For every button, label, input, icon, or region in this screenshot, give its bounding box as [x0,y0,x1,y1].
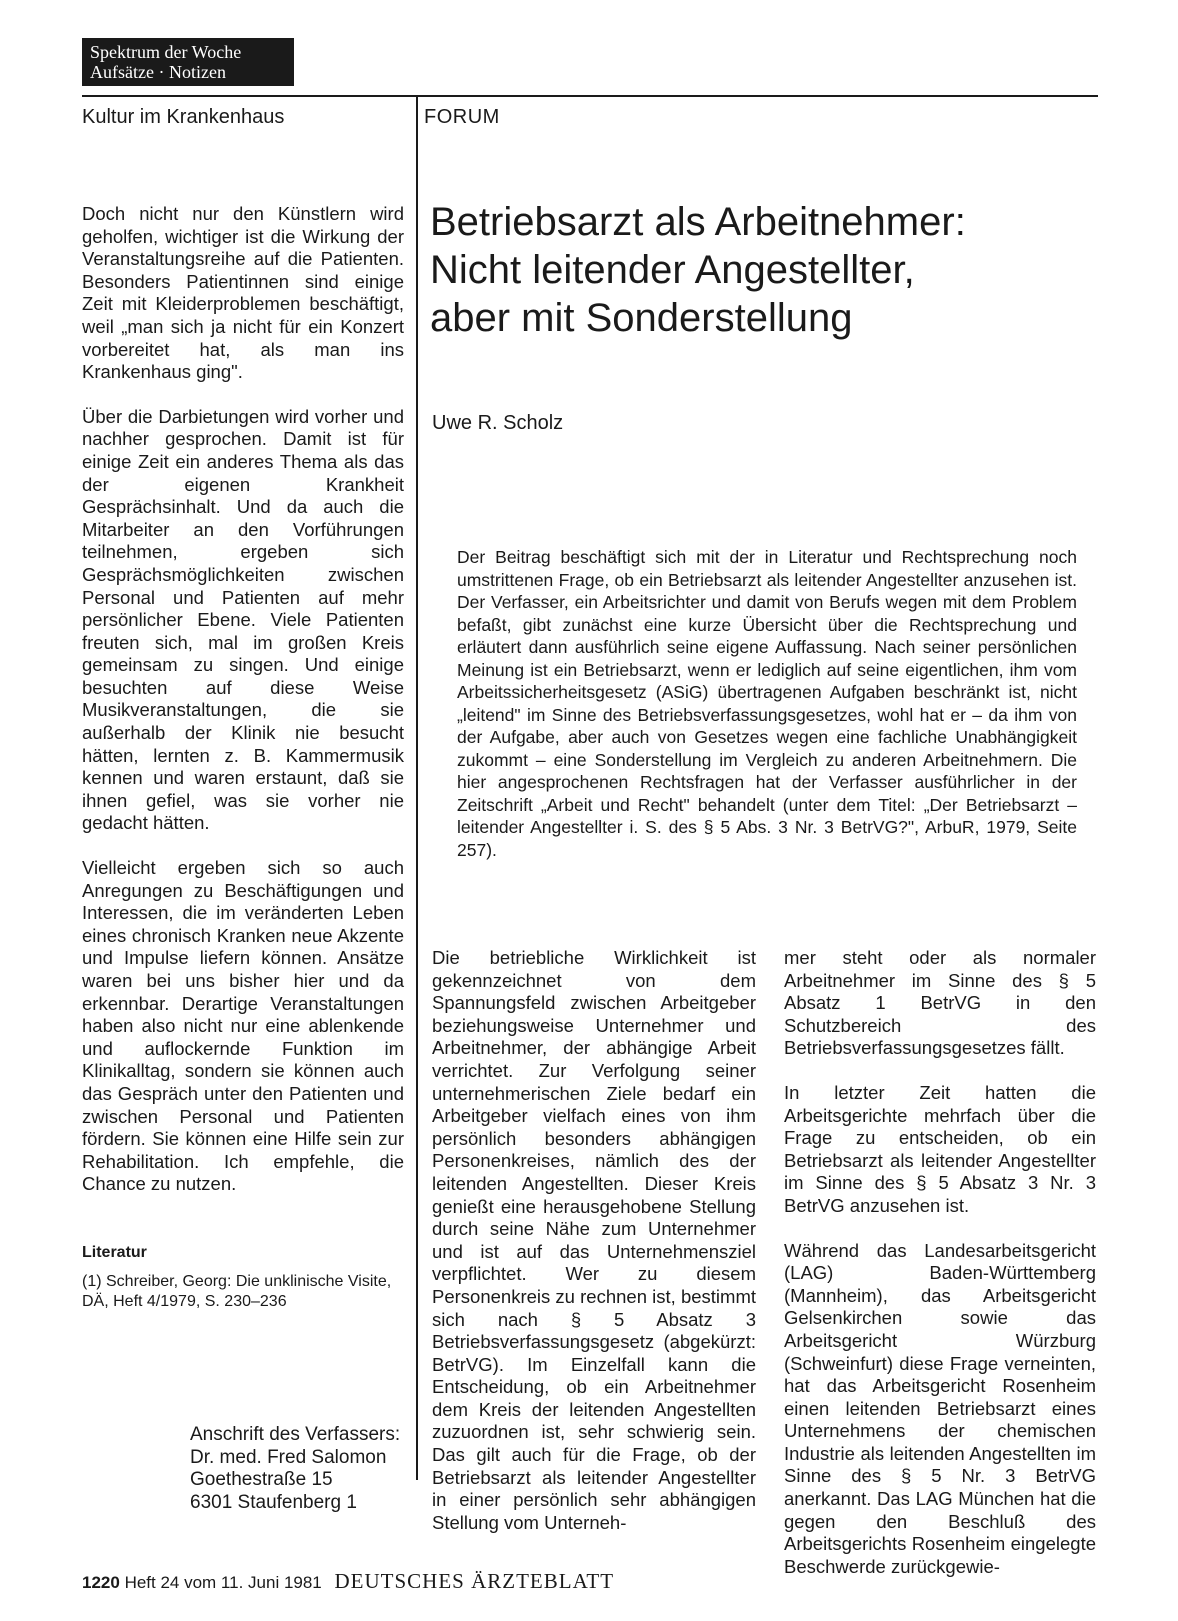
literature-item: (1) Schreiber, Georg: Die unklinische Visite, DÄ, Heft 4/1979, S. 230–236 [82,1273,392,1310]
left-section-heading: Kultur im Krankenhaus [82,106,285,128]
left-paragraph: Doch nicht nur den Künstlern wird geholfen, wichtiger ist die Wirkung der Veranstaltungsreihe auf die Patienten. Besonders Patientinnen sind einige Zeit mit Kleiderproblemen beschäftigt, weil „man sich ja nicht für ein Konzert vorbereitet hat, als man ins Krankenhaus ging". [82,203,404,383]
left-paragraph: Über die Darbietungen wird vorher und nachher gesprochen. Damit ist für einige Zeit ein anderes Thema als das der eigenen Krankheit Gesprächsinhalt. Und da auch die Mitarbeiter an den Vorführungen teilnehmen, ergeben sich Gesprächsmöglichkeiten zwischen Personal und Patienten auf mehr persönlicher Ebene. Viele Patienten freuten sich, mal im großen Kreis gemeinsam zu singen. Und einige besuchten auf diese Weise Musikveranstaltungen, die sie außerhalb der Klinik nie besucht hätten, lernten z. B. Kammermusik kennen und waren erstaunt, daß sie ihnen gefiel, was sie vorher nie gedacht hätten. [82,405,404,834]
body-paragraph: Die betriebliche Wirklichkeit ist gekennzeichnet von dem Spannungsfeld zwischen Arbeitgeber beziehungsweise Unternehmer und Arbeitnehmer, der abhängige Arbeit verrichtet. Zur Verfolgung seiner unternehmerischen Ziele bedarf ein Arbeitgeber vielfach eines von ihm persönlich besonders abhängigen Personenkreises, nämlich des der leitenden Angestellten. Dieser Kreis genießt eine herausgehobene Stellung durch seine Nähe zum Unternehmer und ist auf das Unternehmensziel verpflichtet. Wer zu diesem Personenkreis zu rechnen ist, bestimmt sich nach § 5 Absatz 3 Betriebsverfassungsgesetz (abgekürzt: BetrVG). Im Einzelfall kann die Entscheidung, ob ein Arbeitnehmer dem Kreis der leitenden Angestellten zuzuordnen ist, sehr schwierig sein. Das gilt auch für die Frage, ob der Betriebsarzt als leitender Angestellter in einer persönlich sehr abhängigen Stellung vom Unterneh- [432,947,756,1533]
top-rule [82,95,1098,97]
body-paragraph: In letzter Zeit hatten die Arbeitsgerichte mehrfach über die Frage zu entscheiden, ob ein Betriebsarzt als leitender Angestellter im Sinne des § 5 Absatz 3 Nr. 3 BetrVG anzusehen ist. [784,1081,1096,1216]
journal-name: DEUTSCHES ÄRZTEBLATT [334,1569,615,1593]
address-street: Goethestraße 15 [190,1469,333,1490]
section-badge [82,38,294,86]
badge-line-2: Aufsätze · Notizen [90,62,226,82]
body-paragraph: Während das Landesarbeitsgericht (LAG) Baden-Württemberg (Mannheim), das Arbeitsgericht Gelsenkirchen sowie das Arbeitsgericht Würzburg (Schweinfurt) diese Frage verneinten, hat das Arbeitsgericht Rosenheim einen leitenden Betriebsarzt eines Unternehmens der chemischen Industrie als leitenden Angestellten im Sinne des § 5 Nr. 3 BetrVG anerkannt. Das LAG München hat die gegen den Beschluß des Arbeitsgerichts Rosenheim eingelegte Beschwerde zurückgewie- [784,1239,1096,1577]
issue-info: Heft 24 vom 11. Juni 1981 [124,1573,322,1592]
address-label: Anschrift des Verfassers: [190,1424,401,1445]
right-section-heading: FORUM [424,106,500,128]
title-line-1: Betriebsarzt als Arbeitnehmer: [430,200,966,244]
left-article-body [82,203,404,1218]
title-line-3: aber mit Sonderstellung [430,296,853,340]
column-divider [416,95,418,1480]
title-line-2: Nicht leitender Angestellter, [430,248,915,292]
left-paragraph: Vielleicht ergeben sich so auch Anregungen zu Beschäftigungen und Interessen, die im veränderten Leben eines chronisch Kranken neue Akzente und Impulse liefern können. Ansätze waren bei uns bisher hier und da erkennbar. Derartige Veranstaltungen haben also nicht nur eine ablenkende und auflockernde Funktion im Klinikalltag, sondern sie können auch das Gespräch unter den Patienten und zwischen Personal und Patienten fördern. Sie können eine Hilfe sein zur Rehabilitation. Ich empfehle, die Chance zu nutzen. [82,857,404,1195]
body-paragraph: mer steht oder als normaler Arbeitnehmer im Sinne des § 5 Absatz 1 BetrVG in den Schutzbereich des Betriebsverfassungsgesetzes fällt. [784,947,1096,1059]
page-number: 1220 [82,1573,120,1592]
article-title [430,198,1090,342]
author-address [190,1424,400,1514]
address-name: Dr. med. Fred Salomon [190,1446,387,1468]
article-author: Uwe R. Scholz [432,412,564,434]
address-city: 6301 Staufenberg 1 [190,1491,357,1513]
page-footer [82,1569,614,1594]
article-abstract: Der Beitrag beschäftigt sich mit der in Literatur und Rechtsprechung noch umstrittenen Frage, ob ein Betriebsarzt als leitender Angestellter anzusehen ist. Der Verfasser, ein Arbeitsrichter und damit von Berufs wegen mit dem Problem befaßt, gibt zunächst eine kurze Übersicht über die Rechtsprechung und erläutert dann ausführlich seine eigene Auffassung. Nach seiner persönlichen Meinung ist ein Betriebsarzt, wenn er lediglich auf seine eigentlichen, ihm vom Arbeitssicherheitsgesetz (ASiG) übertragenen Aufgaben beschränkt ist, nicht „leitend" im Sinne des Betriebsverfassungsgesetzes, wohl hat er – da ihm von der Aufgabe, aber auch von Gesetzes wegen eine fachliche Unabhängigkeit zukommt – eine Sonderstellung im Vergleich zu anderen Arbeitnehmern. Die hier angesprochenen Rechtsfragen hat der Verfasser ausführlicher in der Zeitschrift „Arbeit und Recht" behandelt (unter dem Titel: „Der Betriebsarzt – leitender Angestellter i. S. des § 5 Abs. 3 Nr. 3 BetrVG?", ArbuR, 1979, Seite 257). [457,547,1077,860]
article-body-column-2 [784,947,1096,1600]
article-body-column-1 [432,947,756,1556]
literature-heading: Literatur [82,1244,147,1261]
badge-line-1: Spektrum der Woche [90,42,242,62]
